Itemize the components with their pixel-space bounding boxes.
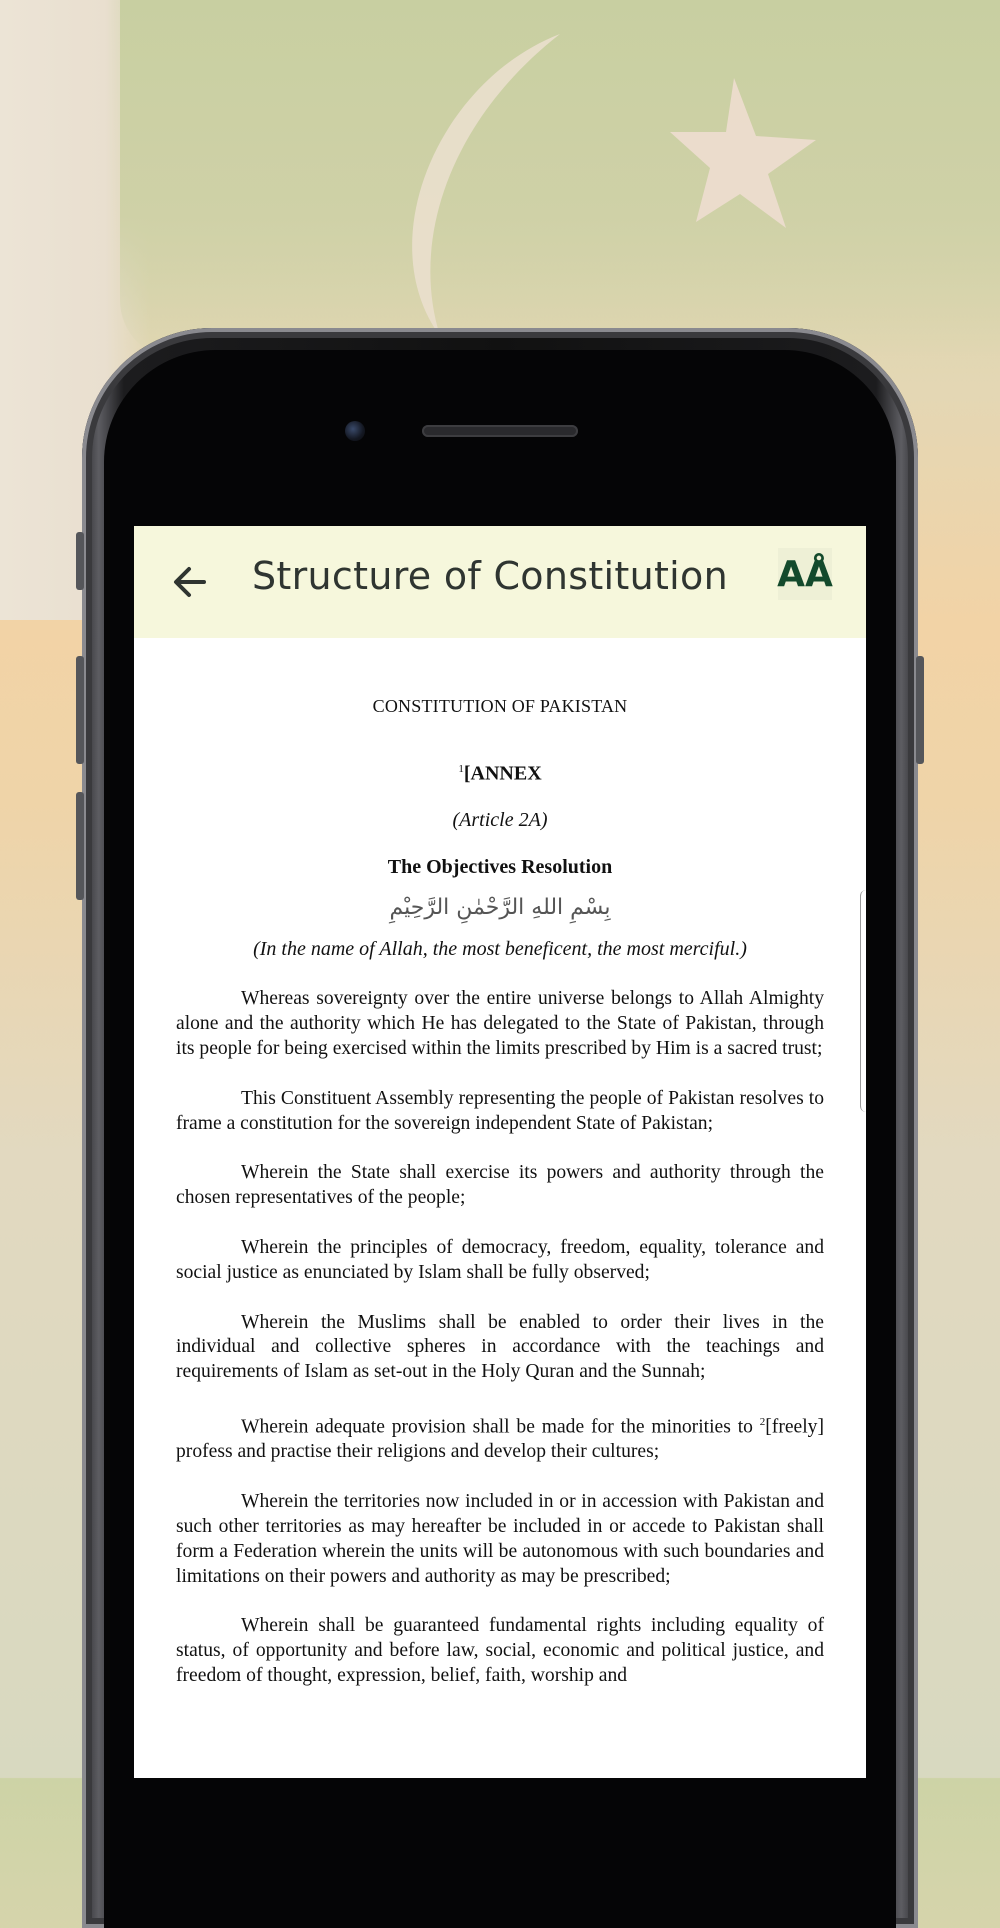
paragraph-5: Wherein the Muslims shall be enabled to order their lives in the individual and collective spheres in accordance with the teachings and requirements of Islam as set-out in the Holy Quran and the Sunnah;	[176, 1311, 824, 1383]
front-camera	[345, 421, 365, 441]
footnote-marker: 2	[759, 1416, 766, 1428]
document-content	[176, 638, 824, 1689]
back-button[interactable]	[164, 556, 216, 608]
paragraph-2: This Constituent Assembly representing the people of Pakistan resolves to frame a constitution for the sovereign independent State of Pakistan;	[176, 1087, 824, 1134]
mute-switch	[76, 532, 84, 590]
earpiece-speaker	[422, 425, 578, 437]
volume-up-button	[76, 656, 84, 764]
annex-title: $^1$[ANNEX	[458, 762, 542, 785]
footnote-marker: 1	[458, 762, 464, 775]
star-icon	[670, 70, 830, 230]
document-heading: CONSTITUTION OF PAKISTAN	[372, 696, 628, 716]
invocation: (In the name of Allah, the most beneficent, the most merciful.)	[253, 937, 747, 960]
resolution-title: The Objectives Resolution	[387, 856, 613, 879]
arrow-left-icon	[170, 562, 210, 602]
volume-down-button	[76, 792, 84, 900]
article-reference: (Article 2A)	[452, 809, 548, 832]
power-button	[916, 656, 924, 764]
paragraph-8: Wherein shall be guaranteed fundamental rights including equality of status, of opportunity and before law, social, economic and political justice, and freedom of thought, expression, belief, faith, worship and	[176, 1615, 824, 1686]
paragraph-4: Wherein the principles of democracy, freedom, equality, tolerance and social justice as enunciated by Islam shall be fully observed;	[176, 1237, 824, 1283]
font-size-button[interactable]	[778, 548, 832, 600]
paragraph-7: Wherein the territories now included in or in accession with Pakistan and such other territories as may hereafter be included in or accede to Pakistan shall form a Federation wherein the units will be autonomous with such boundaries and limitations on their powers and authority as may be prescribed;	[176, 1491, 824, 1587]
app-screen	[134, 526, 866, 1778]
paragraph-3: Wherein the State shall exercise its powers and authority through the chosen representatives of the people;	[176, 1162, 824, 1209]
bismillah-calligraphy: بِسْمِ اللهِ الرَّحْمٰنِ الرَّحِيْمِ	[389, 894, 611, 920]
app-bar	[134, 526, 866, 638]
paragraph-6: Wherein adequate provision shall be made for the minorities to $^2$[freely] profess and practise their religions and develop their cultures;	[176, 1416, 824, 1463]
scrollbar[interactable]	[860, 890, 867, 1112]
page-title: Structure of Constitution	[252, 554, 728, 598]
paragraph-1: Whereas sovereignty over the entire universe belongs to Allah Almighty alone and the authority which He has delegated to the State of Pakistan, through its people for being exercised within the limits prescribed by Him is a sacred trust;	[176, 988, 824, 1060]
text-size-icon: AÅ	[777, 553, 833, 595]
crescent-icon	[380, 20, 640, 350]
